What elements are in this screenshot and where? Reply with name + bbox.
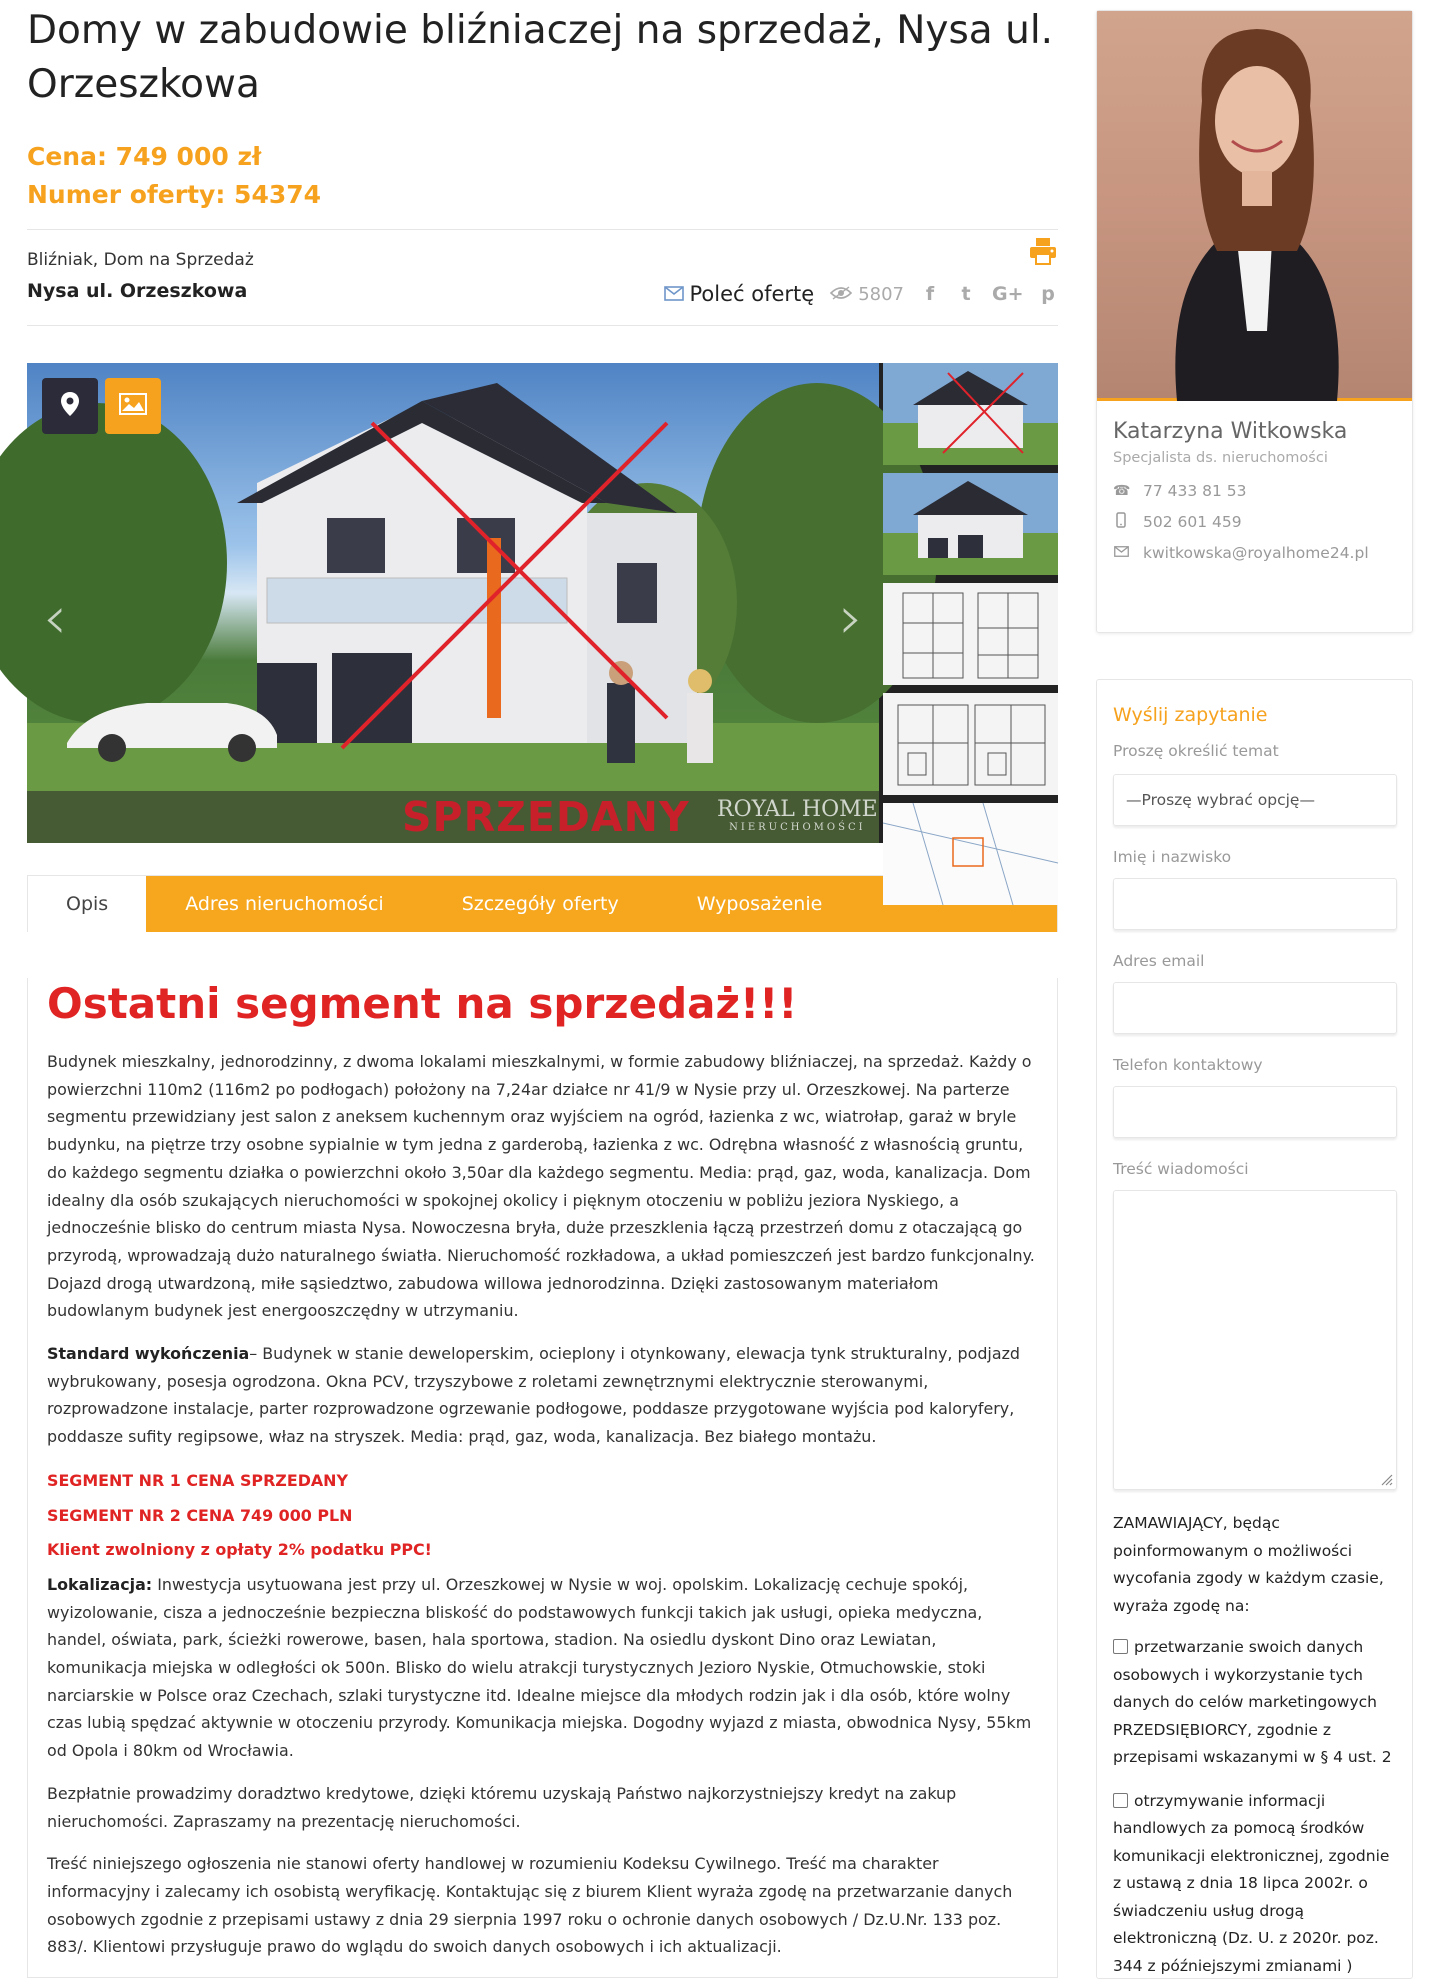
tab-wyposazenie[interactable]: Wyposażenie [658,876,862,932]
map-button[interactable] [42,378,98,434]
image-icon [119,393,147,419]
consent-marketing-text: przetwarzanie swoich danych osobowych i wykorzystanie tych danych do celów marketingowych PRZEDSIĘBIORCY, zgodnie z przepisami wskazanymi w § 4 ust. 2 [1113,1638,1392,1766]
name-input[interactable] [1113,878,1397,930]
gallery-next-arrow[interactable]: › [839,583,863,653]
google-plus-icon[interactable]: G+ [992,283,1022,305]
watermark-logo [717,797,878,833]
name-label: Imię i nazwisko [1113,848,1396,866]
agent-mobile[interactable] [1113,512,1412,532]
watermark-subtext: NIERUCHOMOŚCI [717,822,878,833]
tab-szczegoly[interactable]: Szczegóły oferty [423,876,658,932]
map-marker-icon [60,391,80,421]
description-disclaimer: Treść niniejszego ogłoszenia nie stanowi oferty handlowej w rozumieniu Kodeksu Cywilnego. Treść ma charakter informacyjny i zalecamy ich osobistą weryfikację. Kontaktując się z biurem Klient wyraża zgodę na przetwarzanie danych osobowych zgodnie z przepisami ustawy z dnia 29 sierpnia 1997 roku o ochronie danych osobowych / Dz.U.Nr. 133 poz. 883/. Klientowi przysługuje prawo do wglądu do swoich danych osobowych i ich aktualizacji. [47,1850,1038,1961]
mobile-icon [1113,512,1129,532]
views-count: 5807 [858,284,904,305]
description-credit: Bezpłatnie prowadzimy doradztwo kredytowe, dzięki któremu uzyskają Państwo najkorzystniejszy kredyt na zakup nieruchomości. Zapraszamy na prezentację nieruchomości. [47,1780,1038,1835]
thumbnail[interactable] [883,693,1058,799]
tab-content-description [27,978,1058,1978]
gallery-prev-arrow[interactable]: ‹ [43,583,67,653]
sold-overlay: SPRZEDANY [402,793,690,841]
description-headline: Ostatni segment na sprzedaż!!! [47,978,1038,1030]
thumbnail-strip [883,363,1058,843]
thumbnail[interactable] [883,473,1058,579]
email-label: Adres email [1113,952,1396,970]
agent-card [1096,10,1413,633]
property-location: Nysa ul. Orzeszkowa [27,280,247,302]
resize-handle-icon[interactable] [1379,1472,1393,1486]
consent-marketing-checkbox[interactable] [1113,1639,1128,1654]
tab-adres[interactable]: Adres nieruchomości [146,876,422,932]
location-text: Inwestycja usytuowana jest przy ul. Orzeszkowej w Nysie w woj. opolskim. Lokalizację cechuje spokój, wyizolowanie, cisza a jednocześnie bezpieczna bliskość do podstawowych funkcji takich jak usługi, opieka medyczna, handel, oświata, park, ścieżki rowerowe, basen, hala sportowa, stadion. Na osiedlu dyskont Dino oraz Lewiatan, komunikacja miejska w odległości ok 500n. Blisko do wielu atrakcji turystycznych Jezioro Nyskie, Otmuchowskie, stoki narciarskie w Polsce oraz Czechach, szlaki turystyczne itd. Idealne miejsce dla młodych rodzin jak i dla osób, które wolny czas lubią spędzać aktywnie w otoczeniu przyrody. Komunikacja miejska. Dogodny wyjazd z miasta, obwodnica Nysy, 55km od Opola i 80km od Wrocławia. [47,1575,1031,1760]
agent-phone[interactable] [1113,482,1412,500]
thumbnail[interactable] [883,803,1058,909]
description-location [47,1571,1038,1765]
offer-number: Numer oferty: 54374 [27,176,1058,214]
standard-label: Standard wykończenia [47,1344,249,1363]
description-standard [47,1340,1038,1451]
agent-role: Specjalista ds. nieruchomości [1113,450,1412,466]
recommend-offer-link[interactable] [664,282,815,306]
agent-email-address: kwitkowska@royalhome24.pl [1143,544,1369,562]
consent-electronic [1113,1788,1396,1980]
inquiry-form [1096,679,1413,1979]
caption-strip [27,791,879,843]
phone-input[interactable] [1113,1086,1397,1138]
description-paragraph: Budynek mieszkalny, jednorodzinny, z dwoma lokalami mieszkalnymi, w formie zabudowy bliźniaczej, na sprzedaż. Każdy o powierzchni 110m2 (116m2 po podłogach) położony na 7,24ar działce nr 41/9 w Nysie przy ul. Orzeszkowej. Na parterze segmentu przewidziany jest salon z aneksem kuchennym oraz wyjściem na ogród, łazienka z wc, wiatrołap, garaż w bryle budynku, na piętrze trzy osobne sypialnie w tym jedna z garderobą, łazienka z wc. Odrębna własność z własnością gruntu, do każdego segmentu działka o powierzchni około 3,50ar dla każdego segmentu. Media: prąd, gaz, woda, kanalizacja. Dom idealny dla osób szukających nieruchomości w spokojnej okolicy i pięknym otoczeniu w pobliżu jeziora Nyskiego, a jednocześnie blisko do centrum miasta Nysa. Nowoczesna bryła, duże przeszklenia łączą przestrzeń domu z otaczającą go przyrodą, wprowadzają dużo naturalnego światła. Nieruchomość rozkładowa, a układ pomieszczeń jest bardzo funkcjonalny. Dojazd drogą utwardzoną, miłe sąsiedztwo, zabudowa willowa jednorodzinna. Dzięki zastosowanym materiałom budowlanym budynek jest energooszczędny w utrzymaniu. [47,1048,1038,1325]
listing-title: Domy w zabudowie bliźniaczej na sprzedaż, Nysa ul. Orzeszkowa [27,4,1058,112]
agent-name: Katarzyna Witkowska [1113,419,1412,444]
envelope-icon [664,282,684,306]
email-input[interactable] [1113,982,1397,1034]
listing-meta [27,230,1058,325]
consent-electronic-checkbox[interactable] [1113,1793,1128,1808]
phone-icon: ☎ [1113,483,1129,499]
segment-1-price: SEGMENT NR 1 CENA SPRZEDANY [47,1467,1038,1495]
divider [27,325,1058,326]
recommend-label: Poleć ofertę [690,282,815,306]
agent-email[interactable] [1113,544,1412,562]
subject-select-value: —Proszę wybrać opcję— [1126,791,1315,809]
thumbnail[interactable] [883,583,1058,689]
main-column [27,0,1058,1978]
twitter-icon[interactable]: t [956,283,976,305]
message-textarea[interactable] [1113,1190,1397,1490]
agent-phone-number: 77 433 81 53 [1143,482,1247,500]
share-bar [664,282,1059,306]
eye-icon [830,284,852,305]
location-label: Lokalizacja: [47,1575,152,1594]
tax-note: Klient zwolniony z opłaty 2% podatku PPC! [47,1536,1038,1564]
agent-photo [1097,11,1412,401]
message-label: Treść wiadomości [1113,1160,1396,1178]
tab-opis[interactable]: Opis [28,876,146,932]
agent-mobile-number: 502 601 459 [1143,513,1242,531]
phone-label: Telefon kontaktowy [1113,1056,1396,1074]
segment-2-price: SEGMENT NR 2 CENA 749 000 PLN [47,1502,1038,1530]
form-title: Wyślij zapytanie [1113,704,1396,726]
photos-button[interactable] [105,378,161,434]
photo-gallery [27,363,1058,843]
sidebar [1096,10,1413,1979]
facebook-icon[interactable]: f [920,283,940,305]
consent-electronic-text: otrzymywanie informacji handlowych za pomocą środków komunikacji elektronicznej, zgodnie z ustawą z dnia 18 lipca 2002r. o świadczeniu usług drogą elektroniczną (Dz. U. z 2020r. poz. 344 z późniejszymi zmianami ) [1113,1792,1389,1975]
standard-text: – Budynek w stanie deweloperskim, ocieplony i otynkowany, elewacja tynk strukturalny, podjazd wybrukowany, posesja ogrodzona. Okna PCV, trzyszybowe z roletami zewnętrznymi elektrycznie sterowanymi, rozprowadzone instalacje, parter rozprowadzone ogrzewanie podłogowe, poddasze przygotowane wyjścia pod kaloryfery, poddasze sufity regipsowe, właz na stryszek. Media: prąd, gaz, woda, kanalizacja. Bez białego montażu. [47,1344,1020,1446]
main-photo[interactable] [27,363,879,843]
envelope-icon [1113,545,1129,561]
consent-intro: ZAMAWIAJĄCY, będąc poinformowanym o możliwości wycofania zgody w każdym czasie, wyraża zgodę na: [1113,1510,1396,1620]
pinterest-icon[interactable]: p [1038,283,1058,305]
thumbnail[interactable] [883,363,1058,469]
consent-marketing [1113,1634,1396,1772]
watermark-text: ROYAL HOME [717,797,878,822]
print-icon[interactable] [1028,236,1058,266]
views-counter [830,284,904,305]
listing-price: Cena: 749 000 zł [27,138,1058,176]
property-type: Bliźniak, Dom na Sprzedaż [27,250,254,270]
subject-select[interactable] [1113,774,1397,826]
subject-label: Proszę określić temat [1113,742,1396,760]
